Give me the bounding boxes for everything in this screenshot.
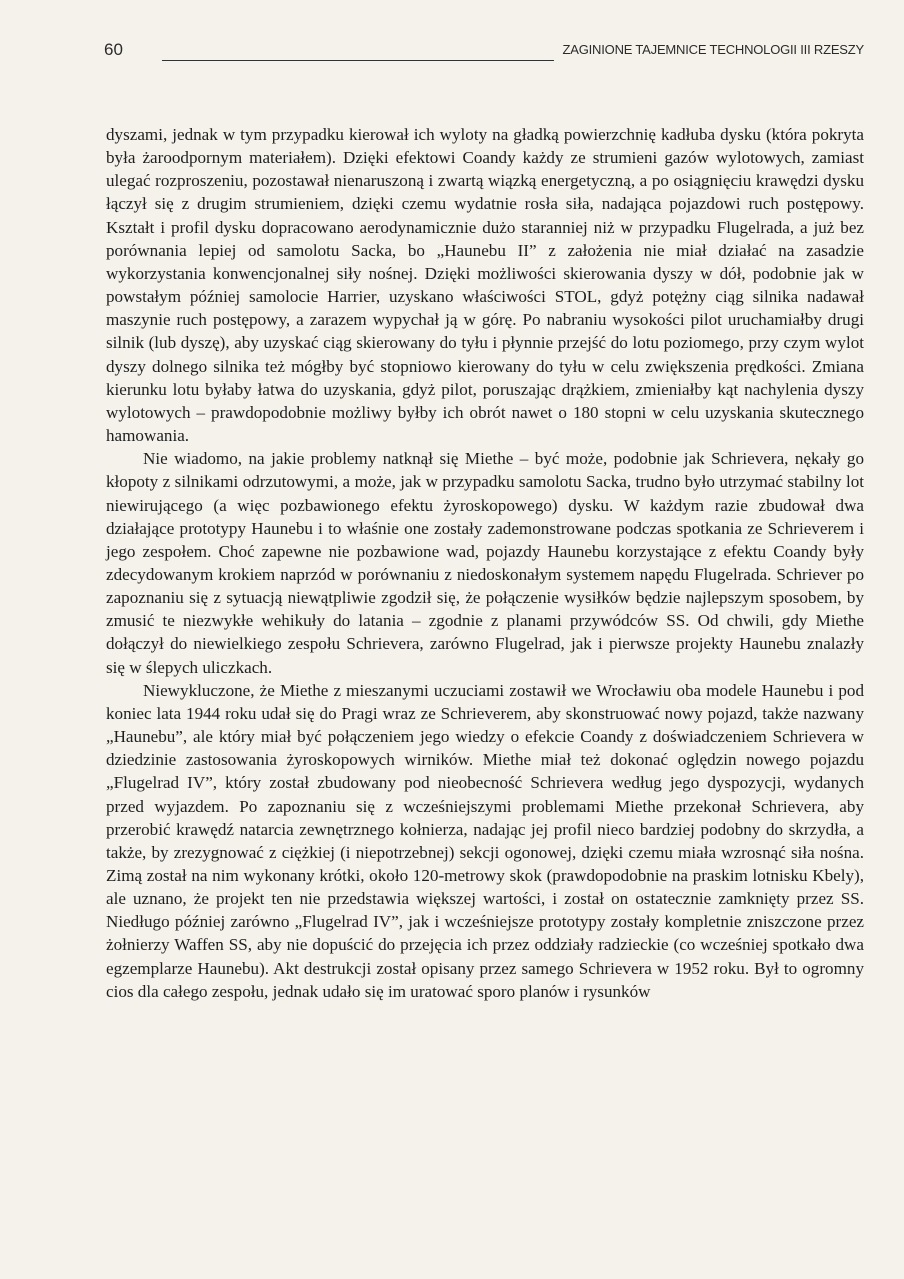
running-title: ZAGINIONE TAJEMNICE TECHNOLOGII III RZESZY xyxy=(562,42,864,57)
paragraph-3: Niewykluczone, że Miethe z mieszanymi uczuciami zostawił we Wrocławiu oba modele Haunebu i pod koniec lata 1944 roku udał się do Pragi wraz ze Schrieverem, aby skonstruować nowy pojazd, także nazwany „Haunebu”, ale który miał być połączeniem jego wiedzy o efekcie Coandy z doświadczeniem Schrievera w dziedzinie zastosowania żyroskopowych wirników. Miethe miał też dokonać oględzin nowego pojazdu „Flugelrad IV”, który został zbudowany pod nieobecność Schrievera według jego dyspozycji, wydanych przed wyjazdem. Po zapoznaniu się z wcześniejszymi problemami Miethe przekonał Schrievera, aby przerobić krawędź natarcia zewnętrznego kołnierza, nadając jej profil nieco bardziej podobny do skrzydła, a także, by zrezygnować z ciężkiej (i niepotrzebnej) sekcji ogonowej, dzięki czemu miała wzrosnąć siła nośna. Zimą został na nim wykonany krótki, około 120-metrowy skok (prawdopodobnie na praskim lotnisku Kbely), ale uznano, że projekt ten nie przedstawia większej wartości, i został on ostatecznie zamknięty przez SS. Niedługo później zarówno „Flugelrad IV”, jak i wcześniejsze prototypy zostały kompletnie zniszczone przez żołnierzy Waffen SS, aby nie dopuścić do przejęcia ich przez oddziały radzieckie (co wcześniej spotkało dwa egzemplarze Haunebu). Akt destrukcji został opisany przez samego Schrievera w 1952 roku. Był to ogromny cios dla całego zespołu, jednak udało się im uratować sporo planów i rysunków xyxy=(106,680,864,1001)
paragraph-1: dyszami, jednak w tym przypadku kierował ich wyloty na gładką powierzchnię kadłuba dysku (która pokryta była żaroodpornym materiałem). Dzięki efektowi Coandy każdy ze strumieni gazów wylotowych, zamiast ulegać rozproszeniu, pozostawał nienaruszoną i zwartą wiązką energetyczną, a po osiągnięciu krawędzi dysku łączył się z drugim strumieniem, dzięki czemu wydatnie rosła siła, nadająca pojazdowi ruch postępowy. Kształt i profil dysku dopracowano aerodynamicznie dużo staranniej niż w przypadku Flugelrada, a już bez porównania lepiej od samolotu Sacka, bo „Haunebu II” z założenia nie miał działać na zasadzie wykorzystania konwencjonalnej siły nośnej. Dzięki możliwości skierowania dyszy w dół, podobnie jak w powstałym później samolocie Harrier, uzyskano właściwości STOL, gdyż potężny ciąg silnika nadawał maszynie ruch postępowy, a zarazem wypychał ją w górę. Po nabraniu wysokości pilot uruchamiałby drugi silnik (lub dyszę), aby uzyskać ciąg skierowany do tyłu i płynnie przejść do lotu poziomego, przy czym wylot dyszy dolnego silnika też mógłby być stopniowo kierowany do tyłu w celu zwiększenia prędkości. Zmiana kierunku lotu byłaby łatwa do uzyskania, gdyż pilot, poruszając drążkiem, zmieniałby kąt nachylenia dyszy wylotowych – prawdopodobnie możliwy byłby ich obrót nawet o 180 stopni w celu uzyskania skutecznego hamowania. xyxy=(106,125,864,446)
body-text xyxy=(106,123,864,1003)
page-number: 60 xyxy=(104,40,123,59)
paragraph-2: Nie wiadomo, na jakie problemy natknął się Miethe – być może, podobnie jak Schrievera, nękały go kłopoty z silnikami odrzutowymi, a może, jak w przypadku samolotu Sacka, trudno było utrzymać stabilny lot niewirującego (a więc pozbawionego efektu żyroskopowego) dysku. W każdym razie zbudował dwa działające prototypy Haunebu i to właśnie one zostały zademonstrowane podczas spotkania ze Schrieverem i jego zespołem. Choć zapewne nie pozbawione wad, pojazdy Haunebu korzystające z efektu Coandy były zdecydowanym krokiem naprzód w porównaniu z niedoskonałym systemem napędu Flugelrada. Schriever po zapoznaniu się z sytuacją niewątpliwie zgodził się, że połączenie wysiłków będzie najlepszym sposobem, by zmusić te niezwykłe wehikuły do latania – zgodnie z planami przywódców SS. Od chwili, gdy Miethe dołączył do niewielkiego zespołu Schrievera, zarówno Flugelrad, jak i pierwsze projekty Haunebu znalazły się w ślepych uliczkach. xyxy=(106,449,864,677)
header-rule xyxy=(162,60,554,61)
page-header xyxy=(104,40,864,64)
